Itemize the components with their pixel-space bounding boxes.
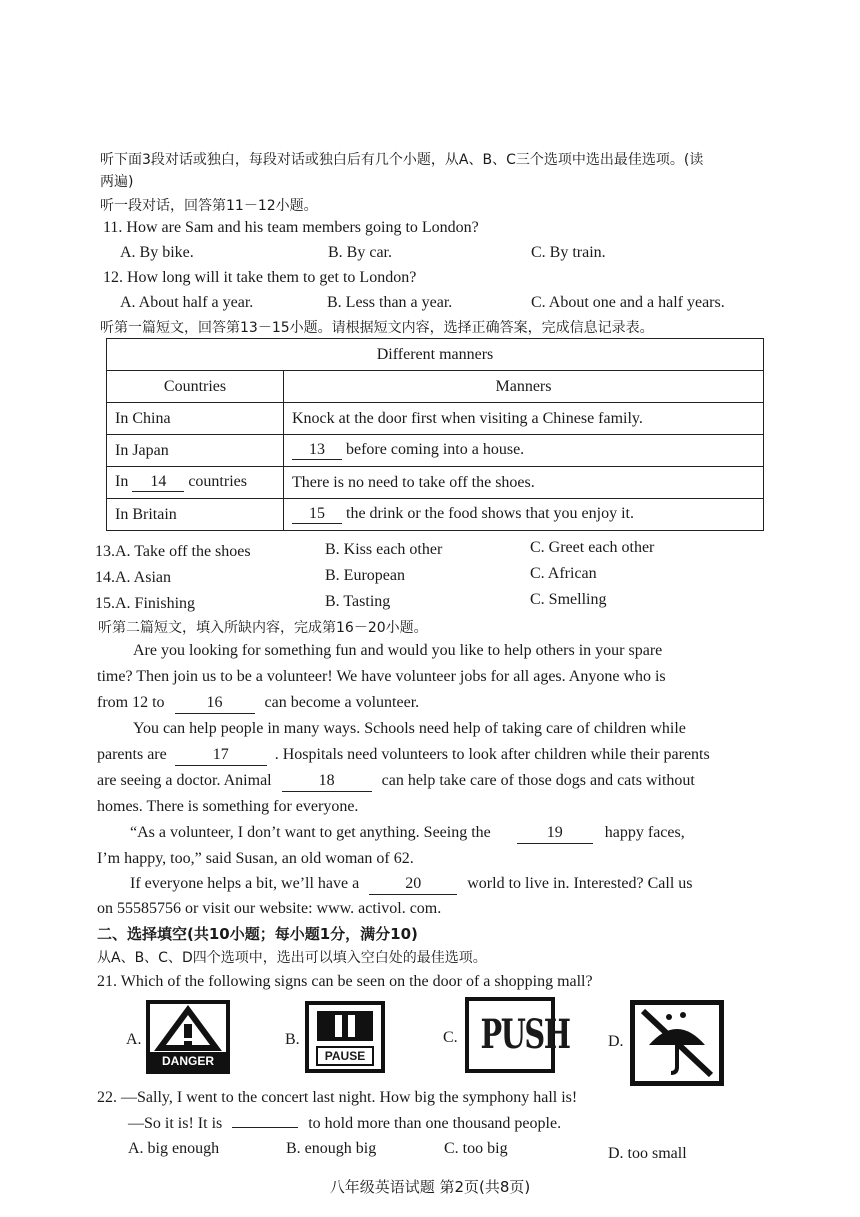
question-12-stem: 12. How long will it take them to get to London? (103, 269, 417, 286)
question-22-line2 (128, 1114, 561, 1134)
manner-text: before coming into a house. (346, 441, 525, 458)
table-row (107, 435, 764, 467)
text-segment: If everyone helps a bit, we’ll have a (130, 875, 360, 892)
table-cell-country: In Britain (107, 499, 284, 531)
text-segment: can help take care of those dogs and cats without (381, 772, 695, 789)
text-segment: happy faces, (604, 824, 685, 841)
q14-option-c: C. African (530, 565, 597, 582)
table-row (107, 499, 764, 531)
table-header-countries: Countries (107, 371, 284, 403)
table-cell-manner: Knock at the door first when visiting a Chinese family. (284, 403, 764, 435)
q22-option-b: B. enough big (286, 1140, 377, 1157)
q22-option-d: D. too small (608, 1145, 687, 1162)
table-cell-manner: There is no need to take off the shoes. (284, 467, 764, 499)
table-cell-manner (284, 499, 764, 531)
no-umbrella-sign[interactable] (630, 1000, 724, 1086)
question-21-stem: 21. Which of the following signs can be seen on the door of a shopping mall? (97, 973, 593, 990)
q13-option-a: 13.A. Take off the shoes (95, 543, 251, 560)
listening-instructions: 听下面3段对话或独白，每段对话或独白后有几个小题，从A、B、C三个选项中选出最佳选项。(读 (100, 152, 704, 168)
table-row (107, 403, 764, 435)
blank-16[interactable]: 16 (175, 693, 255, 714)
no-umbrella-icon (635, 1005, 719, 1081)
passage-line (97, 693, 419, 714)
blank-20[interactable]: 20 (369, 874, 457, 895)
text-segment: parents are (97, 746, 167, 763)
text-segment: to hold more than one thousand people. (308, 1115, 562, 1132)
question-22-stem: 22. —Sally, I went to the concert last night. How big the symphony hall is! (97, 1089, 578, 1106)
q11-option-b: B. By car. (328, 244, 392, 261)
table-cell-country: In Japan (107, 435, 284, 467)
text-segment: from 12 to (97, 694, 165, 711)
sign-c-text: PUSH (480, 1011, 570, 1058)
blank-14[interactable]: 14 (132, 473, 184, 492)
passage2-intro: 听第二篇短文，填入所缺内容，完成第16－20小题。 (98, 620, 428, 636)
passage-line (97, 771, 695, 792)
table-title: Different manners (107, 339, 764, 371)
text-segment: “As a volunteer, I don’t want to get anything. Seeing the (130, 824, 491, 841)
table-cell-country: In China (107, 403, 284, 435)
question-11-stem: 11. How are Sam and his team members going to London? (103, 219, 479, 236)
text-segment: . Hospitals need volunteers to look after children while their parents (274, 746, 710, 763)
passage-line: You can help people in many ways. Schools need help of taking care of children while (133, 720, 686, 737)
table-cell-country (107, 467, 284, 499)
q12-option-b: B. Less than a year. (327, 294, 453, 311)
blank-13[interactable]: 13 (292, 441, 342, 460)
section2-heading: 二、选择填空(共10小题；每小题1分，满分10) (97, 925, 418, 943)
q15-option-c: C. Smelling (530, 591, 607, 608)
passage-line (130, 823, 685, 844)
text-segment: world to live in. Interested? Call us (467, 875, 693, 892)
passage-line: Are you looking for something fun and would you like to help others in your spare (133, 642, 663, 659)
blank-18[interactable]: 18 (282, 771, 372, 792)
table-cell-manner (284, 435, 764, 467)
q15-option-a: 15.A. Finishing (95, 595, 196, 612)
page-footer: 八年级英语试题 第2页(共8页) (329, 1178, 531, 1196)
blank-15[interactable]: 15 (292, 505, 342, 524)
q22-option-a: A. big enough (128, 1140, 220, 1157)
q21-option-a-label: A. (126, 1031, 142, 1048)
q12-option-c: C. About one and a half years. (531, 294, 725, 311)
q21-option-c-label: C. (443, 1029, 458, 1046)
manners-table (106, 338, 764, 531)
blank-19[interactable]: 19 (517, 823, 593, 844)
blank-17[interactable]: 17 (175, 745, 267, 766)
passage-line: homes. There is something for everyone. (97, 798, 359, 815)
country-prefix: In (115, 473, 129, 490)
listening-instructions-cont: 两遍) (100, 174, 134, 190)
dialogue-intro: 听一段对话，回答第11－12小题。 (100, 198, 318, 214)
q22-option-c: C. too big (444, 1140, 508, 1157)
q13-option-b: B. Kiss each other (325, 541, 443, 558)
pause-sign[interactable] (305, 1001, 385, 1073)
country-suffix: countries (188, 473, 247, 490)
q11-option-a: A. By bike. (120, 244, 194, 261)
q12-option-a: A. About half a year. (120, 294, 254, 311)
table-header-manners: Manners (284, 371, 764, 403)
section2-instructions: 从A、B、C、D四个选项中，选出可以填入空白处的最佳选项。 (97, 950, 487, 966)
q14-option-a: 14.A. Asian (95, 569, 171, 586)
danger-sign[interactable] (146, 1000, 230, 1074)
q21-option-b-label: B. (285, 1031, 300, 1048)
blank-22[interactable] (232, 1127, 298, 1128)
q21-option-d-label: D. (608, 1033, 624, 1050)
passage1-intro: 听第一篇短文，回答第13－15小题。请根据短文内容，选择正确答案，完成信息记录表。 (100, 320, 654, 336)
passage-line (130, 874, 693, 895)
text-segment: —So it is! It is (128, 1115, 223, 1132)
passage-line: on 55585756 or visit our website: www. activol. com. (97, 900, 442, 917)
q14-option-b: B. European (325, 567, 405, 584)
sign-b-text: PAUSE (324, 1049, 366, 1063)
q13-option-c: C. Greet each other (530, 539, 655, 556)
push-sign[interactable] (465, 997, 570, 1073)
table-row (107, 467, 764, 499)
manner-text: the drink or the food shows that you enjoy it. (346, 505, 634, 522)
sign-a-text: DANGER (161, 1054, 214, 1068)
text-segment: are seeing a doctor. Animal (97, 772, 272, 789)
passage-line (97, 745, 710, 766)
passage-line: I’m happy, too,” said Susan, an old woman of 62. (97, 850, 414, 867)
passage-line: time? Then join us to be a volunteer! We have volunteer jobs for all ages. Anyone who is (97, 668, 666, 685)
q15-option-b: B. Tasting (325, 593, 391, 610)
text-segment: can become a volunteer. (264, 694, 420, 711)
q11-option-c: C. By train. (531, 244, 606, 261)
